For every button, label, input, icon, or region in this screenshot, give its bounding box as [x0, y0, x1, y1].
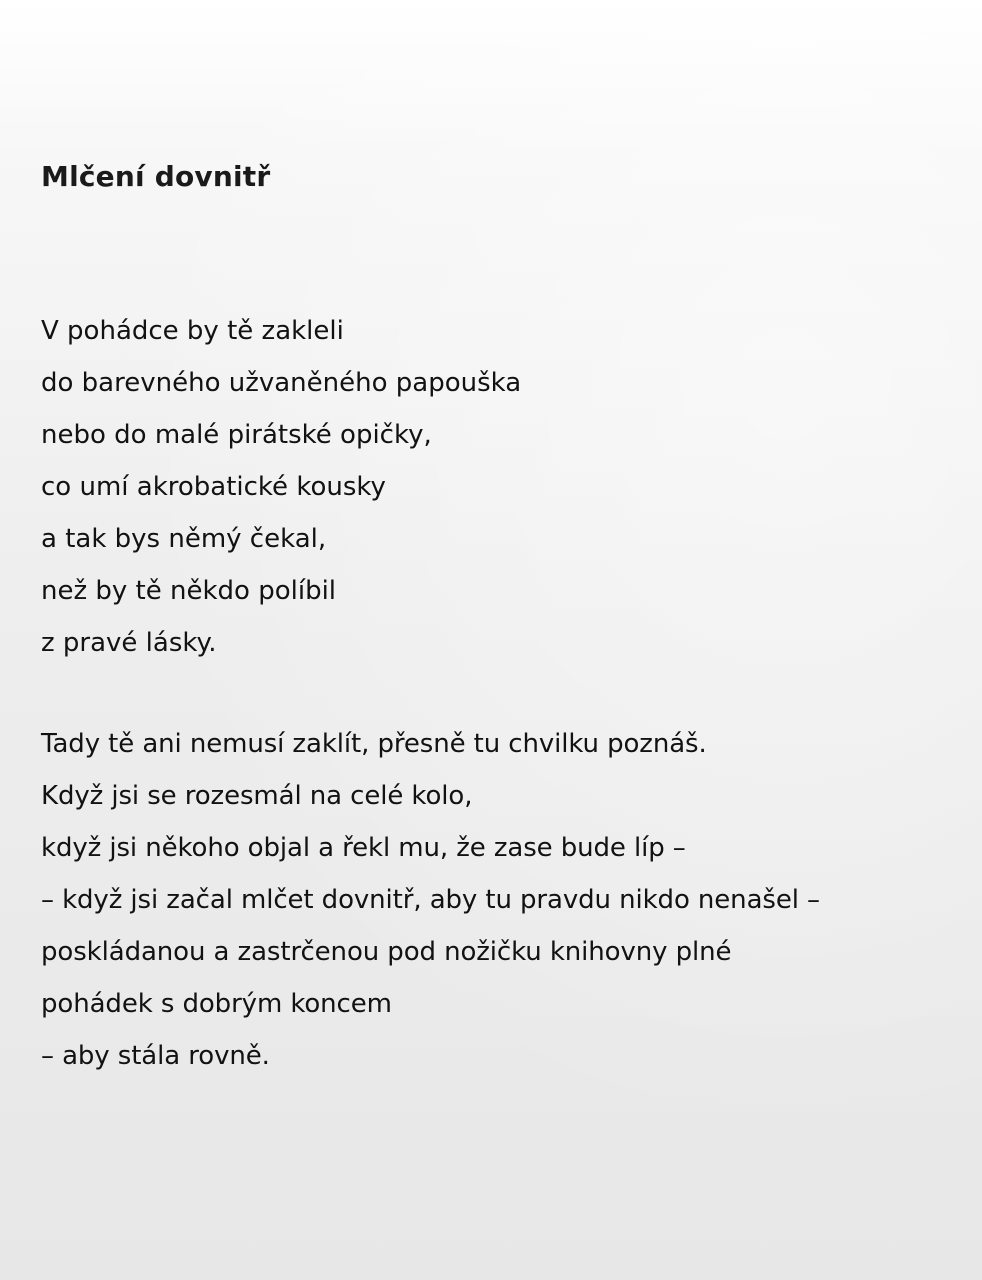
stanza-2 — [41, 718, 820, 1082]
poem-line: Tady tě ani nemusí zaklít, přesně tu chvilku poznáš. — [41, 729, 707, 759]
poem-line: když jsi někoho objal a řekl mu, že zase bude líp – — [41, 833, 686, 863]
poem-line: poskládanou a zastrčenou pod nožičku knihovny plné — [41, 937, 732, 967]
poem-line: – když jsi začal mlčet dovnitř, aby tu pravdu nikdo nenašel – — [41, 885, 820, 915]
poem-title: Mlčení dovnitř — [41, 160, 271, 193]
poem-line: do barevného užvaněného papouška — [41, 368, 522, 398]
poem-line: a tak bys němý čekal, — [41, 524, 327, 554]
poem-line: pohádek s dobrým koncem — [41, 989, 392, 1019]
poem-line: – aby stála rovně. — [41, 1041, 270, 1071]
poem-line: než by tě někdo políbil — [41, 576, 337, 606]
poem-line: Když jsi se rozesmál na celé kolo, — [41, 781, 473, 811]
poem-line: z pravé lásky. — [41, 628, 217, 658]
stanza-1 — [41, 305, 521, 669]
poem-line: V pohádce by tě zakleli — [41, 316, 344, 346]
poem-line: nebo do malé pirátské opičky, — [41, 420, 432, 450]
poem-line: co umí akrobatické kousky — [41, 472, 386, 502]
